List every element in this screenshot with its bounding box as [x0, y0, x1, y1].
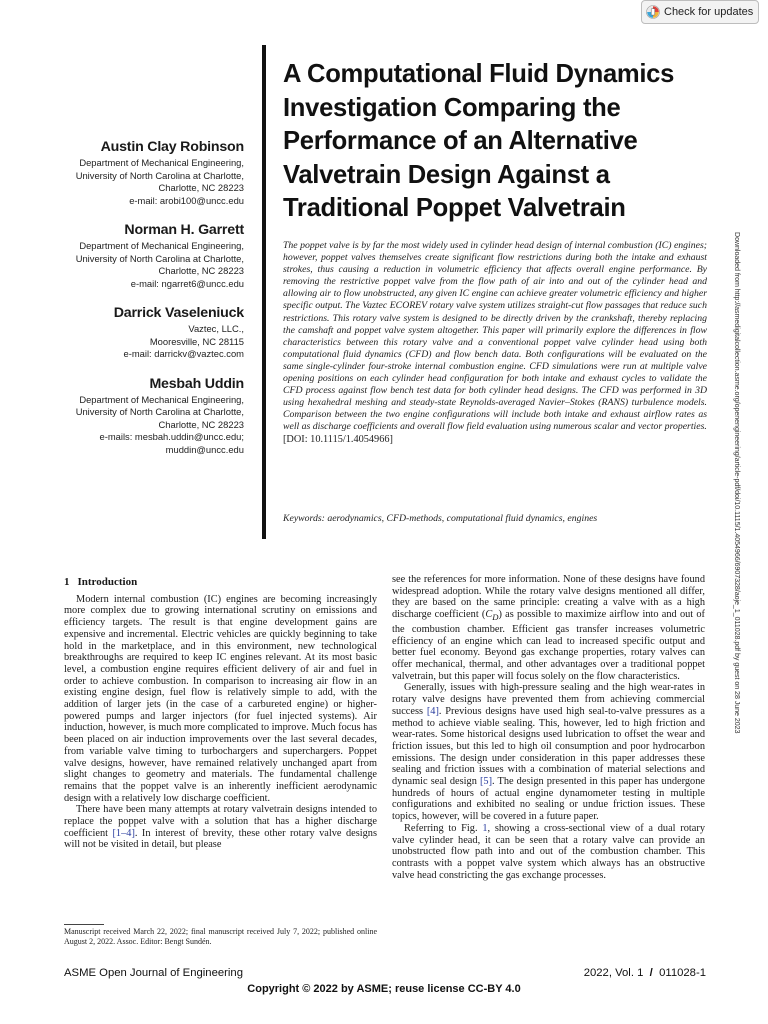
author-entry: [60, 221, 244, 290]
author-name: Mesbah Uddin: [149, 375, 244, 392]
check-for-updates-button[interactable]: [641, 0, 759, 24]
author-block: [60, 138, 244, 470]
article-number: 011028-1: [659, 967, 706, 979]
affiliation-line: Mooresville, NC 28115: [149, 335, 244, 347]
author-entry: [60, 375, 244, 457]
crossmark-icon: [646, 5, 660, 19]
author-email[interactable]: e-mail: darrickv@vaztec.com: [123, 348, 244, 359]
paragraph-text: Generally, issues with high-pressure sealing and the high wear-rates in rotary valve designs have prevented them from achieving commercial success: [392, 682, 705, 717]
cd-symbol-letter: C: [485, 609, 493, 621]
affiliation-line: Charlotte, NC 28223: [158, 265, 244, 276]
paragraph: Modern internal combustion (IC) engines are becoming increasingly more complex due to growing international scrutiny on emissions and efficiency targets. The result is that engine development gains are expensive and incremental. Electric vehicles are quickly beginning to take hold in the marketplace, and in this environment, new technological breakthroughs are required to keep IC engines relevant. At its most basic level, a combustion engine requires efficient delivery of air and fuel in order to achieve combustion. In comparison to increasing air flow in an existing engine design, fuel flow is relatively simple to add, with the addition of larger jets (in the case of a carbureted engine) or higher-powered pumps and larger injectors (for fuel injected systems). Air induction, however, is much more complicated to improve. Much focus has been placed on air induction improvements over the last several decades, from variable valve timing to turbochargers and superchargers. Poppet valve designs, however, have remained relatively unchanged apart from slight changes to geometry and materials. The fundamental challenge remains that the poppet valve is an inherently inefficient aerodynamic design with a relatively low discharge coefficient.: [64, 593, 377, 804]
author-email[interactable]: e-mails: mesbah.uddin@uncc.edu;: [99, 431, 244, 442]
page-info: [584, 967, 706, 979]
author-email[interactable]: e-mail: arobi100@uncc.edu: [129, 194, 244, 206]
citation-link[interactable]: [4]: [426, 705, 439, 717]
journal-name: ASME Open Journal of Engineering: [64, 967, 243, 979]
right-column: [392, 574, 705, 881]
author-email[interactable]: e-mail: ngarret6@uncc.edu: [130, 277, 244, 289]
paragraph: [392, 682, 705, 822]
citation-link[interactable]: [1–4]: [112, 827, 135, 839]
cd-symbol: [485, 609, 499, 623]
download-watermark: Downloaded from http://asmedigitalcollection.asme.org/openengineering/article-pdf/doi/10.1115/1.4054966/6907328/aoje_1_011028.pdf by guest on 28 June 2023: [733, 232, 741, 734]
abstract: [283, 240, 707, 446]
copyright: Copyright © 2022 by ASME; reuse license CC-BY 4.0: [247, 983, 521, 995]
paragraph-text: . In interest of brevity, these other rotary valve designs will not be visited in detail, but please: [64, 827, 377, 851]
paragraph-text: . The design presented in this paper has undergone hundreds of hours of actual engine dynamometer testing in multiple configurations and exhibited no sealing or undue friction issues. These topics, however, will be covered in a future paper.: [392, 776, 705, 823]
paragraph-text: . Previous designs have used high seal-to-valve pressures as a method to achieve viable sealing. This, however, led to high friction and wear-rates. Some historical designs used lubrication to offset the wear and friction issues, but this led to high oil consumption and poor hydrocarbon emissions. The design under consideration in this paper addresses these sealing and friction issues with a combination of material selections and dynamic seal design: [392, 705, 706, 788]
paragraph-text: ) as possible to maximize airflow into and out of the combustion chamber. Efficient gas transfer increases volumetric efficiency of an engine which can lead to increased specific output and better fuel economy. Beyond gas exchange properties, rotary valves can offer mechanical, thermal, and other advantages over a traditional poppet valvetrain, but this paper will focus solely on the flow characteristics.: [392, 609, 706, 682]
affiliation-line: University of North Carolina at Charlotte,: [75, 169, 244, 181]
author-name: Norman H. Garrett: [124, 222, 244, 238]
section-number: 1: [64, 576, 70, 588]
paper-title: A Computational Fluid Dynamics Investigation Comparing the Performance of an Alternative Valvetrain Design Against a Traditional Poppet Valvetrain: [283, 60, 675, 222]
footnote-rule: [64, 924, 104, 925]
affiliation-line: University of North Carolina at Charlotte,: [75, 406, 244, 417]
paragraph-text: Referring to Fig.: [404, 822, 483, 834]
check-updates-label: Check for updates: [664, 6, 754, 18]
affiliation-line: Vaztec, LLC.,: [188, 323, 244, 334]
section-heading: [64, 577, 377, 589]
year-volume: 2022, Vol. 1: [583, 967, 644, 979]
paragraph-text: see the references for more information. None of these designs have found widespread adoption. While the rotary valve designs mentioned all differ, they are based on the same principle: creating a valve with as a high discharge coefficient (: [392, 574, 705, 621]
paragraph-text: , showing a cross-sectional view of a dual rotary valve cylinder head, it can be seen that a rotary valve can provide an unobstructed flow path into and out of the combustion chamber. This contrasts with a poppet valve system which always has an obstructive valve head constricting the gas exchange processes.: [392, 822, 705, 881]
paragraph: [392, 823, 705, 882]
abstract-text: The poppet valve is by far the most widely used in cylinder head design of internal combustion (IC) engines; however, poppet valves themselves create significant flow restrictions during both the intake and exhaust strokes, thus causing a reduction in volumetric efficiency that affects overall engine performance. By removing the restrictive poppet valve from the flow path of air into and out of the cylinder head and allowing air to flow unobstructed, any given IC engine can achieve greater volumetric efficiency and higher specific output. The Vaztec ECOREV rotary valve system utilizes straight-cut flow passages that reduce such restrictions. This rotary valve system is designed to be directly driven by the crankshaft, thereby replacing the camshaft and poppet valve system altogether. This paper will primarily explore the differences in flow characteristics between this rotary valve and a conventional poppet valve cylinder head using both computational fluid dynamics (CFD) and flow bench data. Both configurations will be evaluated on the same single-cylinder four-stroke internal combustion engine. CFD simulations were run at multiple valve opening positions on each cylinder head configuration for both intake and exhaust cycles to validate the CFD process against flow bench test data for both cylinder head designs. The CFD was performed in 3D using hexahedral meshing and steady-state Reynolds-averaged Navier–Stokes (RANS) turbulence models. Comparison between the two engine configurations will include both intake and exhaust airflow rates as well as discharge coefficients and overall flow field evaluation using numerous scalar and vector properties.: [283, 240, 707, 433]
author-entry: [60, 138, 244, 207]
section-title: Introduction: [77, 576, 138, 588]
title-divider-bar: [262, 45, 266, 539]
keywords: Keywords: aerodynamics, CFD-methods, computational fluid dynamics, engines: [283, 513, 598, 524]
cd-symbol-subscript: D: [492, 612, 499, 623]
affiliation-line: University of North Carolina at Charlotte,: [75, 252, 244, 264]
affiliation-line: Department of Mechanical Engineering,: [79, 157, 244, 168]
paragraph: [64, 804, 377, 851]
footnote: Manuscript received March 22, 2022; final manuscript received July 7, 2022; published online August 2, 2022. Assoc. Editor: Bengt Sundén.: [64, 927, 377, 946]
author-name: Austin Clay Robinson: [100, 139, 244, 155]
doi-link[interactable]: [DOI: 10.1115/1.4054966]: [283, 433, 393, 445]
author-name: Darrick Vaseleniuck: [113, 305, 244, 321]
citation-link[interactable]: [5]: [479, 776, 493, 788]
figure-link[interactable]: 1: [482, 822, 488, 834]
author-entry: [60, 304, 244, 361]
affiliation-line: Charlotte, NC 28223: [158, 418, 244, 430]
affiliation-line: Department of Mechanical Engineering,: [79, 393, 244, 405]
paragraph-text: There have been many attempts at rotary valvetrain designs intended to replace the poppet valve with a solution that has a higher discharge coefficient: [64, 804, 377, 839]
author-email[interactable]: muddin@uncc.edu: [165, 443, 244, 455]
affiliation-line: Charlotte, NC 28223: [158, 182, 244, 193]
affiliation-line: Department of Mechanical Engineering,: [79, 240, 244, 251]
separator: /: [649, 967, 653, 979]
paragraph: [392, 574, 705, 682]
left-column: [64, 574, 377, 851]
